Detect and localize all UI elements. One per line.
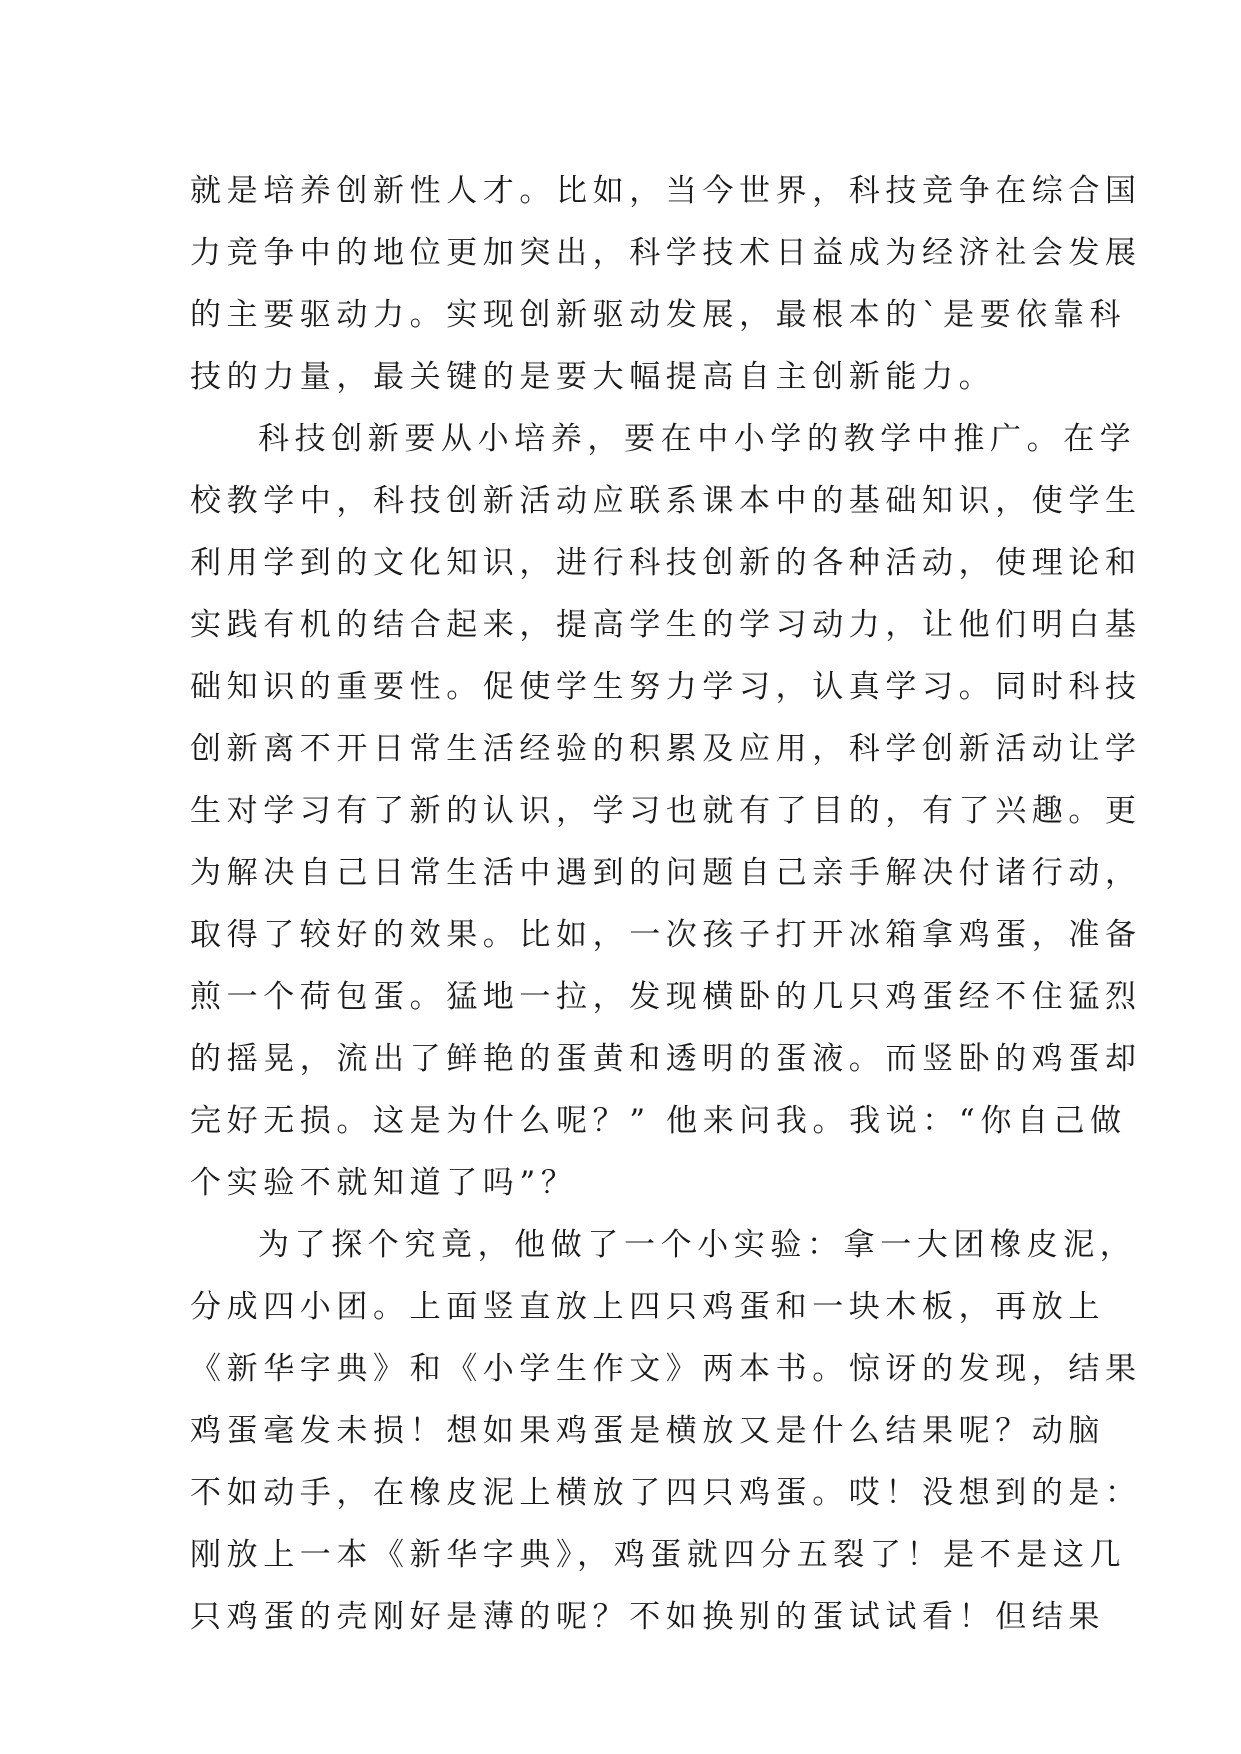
text-line: 取得了较好的效果。比如，一次孩子打开冰箱拿鸡蛋，准备 (190, 917, 1142, 953)
text-line: 煎一个荷包蛋。猛地一拉，发现横卧的几只鸡蛋经不住猛烈 (190, 979, 1142, 1015)
text-line: 分成四小团。上面竖直放上四只鸡蛋和一块木板，再放上 (190, 1289, 1105, 1325)
text-line: 完好无损。这是为什么呢？” 他来问我。我说：“你自己做 (190, 1103, 1127, 1139)
text-line: 实践有机的结合起来，提高学生的学习动力，让他们明白基 (190, 607, 1142, 643)
text-line: 为了探个究竟，他做了一个小实验：拿一大团橡皮泥， (258, 1227, 1137, 1263)
document-body (190, 160, 1142, 1648)
text-line: 就是培养创新性人才。比如，当今世界，科技竞争在综合国 (190, 173, 1142, 209)
text-line: 创新离不开日常生活经验的积累及应用，科学创新活动让学 (190, 731, 1142, 767)
text-line: 利用学到的文化知识，进行科技创新的各种活动，使理论和 (190, 545, 1142, 581)
text-line: 只鸡蛋的壳刚好是薄的呢？不如换别的蛋试试看！但结果 (190, 1599, 1105, 1635)
text-line: 为解决自己日常生活中遇到的问题自己亲手解决付诸行动， (190, 855, 1142, 891)
text-line: 个实验不就知道了吗”？ (190, 1165, 578, 1201)
text-line: 技的力量，最关键的是要大幅提高自主创新能力。 (190, 359, 996, 395)
text-line: 校教学中，科技创新活动应联系课本中的基础知识，使学生 (190, 483, 1142, 519)
paragraph-1 (190, 160, 1142, 408)
text-line: 生对学习有了新的认识，学习也就有了目的，有了兴趣。更 (190, 793, 1142, 829)
text-line: 的摇晃，流出了鲜艳的蛋黄和透明的蛋液。而竖卧的鸡蛋却 (190, 1041, 1142, 1077)
text-line: 不如动手，在橡皮泥上横放了四只鸡蛋。哎！没想到的是： (190, 1475, 1142, 1511)
text-line: 鸡蛋毫发未损！想如果鸡蛋是横放又是什么结果呢？动脑 (190, 1413, 1105, 1449)
text-line: 力竞争中的地位更加突出，科学技术日益成为经济社会发展 (190, 235, 1142, 271)
text-line: 础知识的重要性。促使学生努力学习，认真学习。同时科技 (190, 669, 1142, 705)
text-line: 科技创新要从小培养，要在中小学的教学中推广。在学 (258, 421, 1137, 457)
text-line: 刚放上一本《新华字典》，鸡蛋就四分五裂了！是不是这几 (190, 1537, 1127, 1573)
text-line: 《新华字典》和《小学生作文》两本书。惊讶的发现，结果 (190, 1351, 1142, 1387)
text-line: 的主要驱动力。实现创新驱动发展，最根本的`是要依靠科 (190, 297, 1127, 333)
paragraph-3 (190, 1214, 1142, 1648)
paragraph-2 (190, 408, 1142, 1214)
